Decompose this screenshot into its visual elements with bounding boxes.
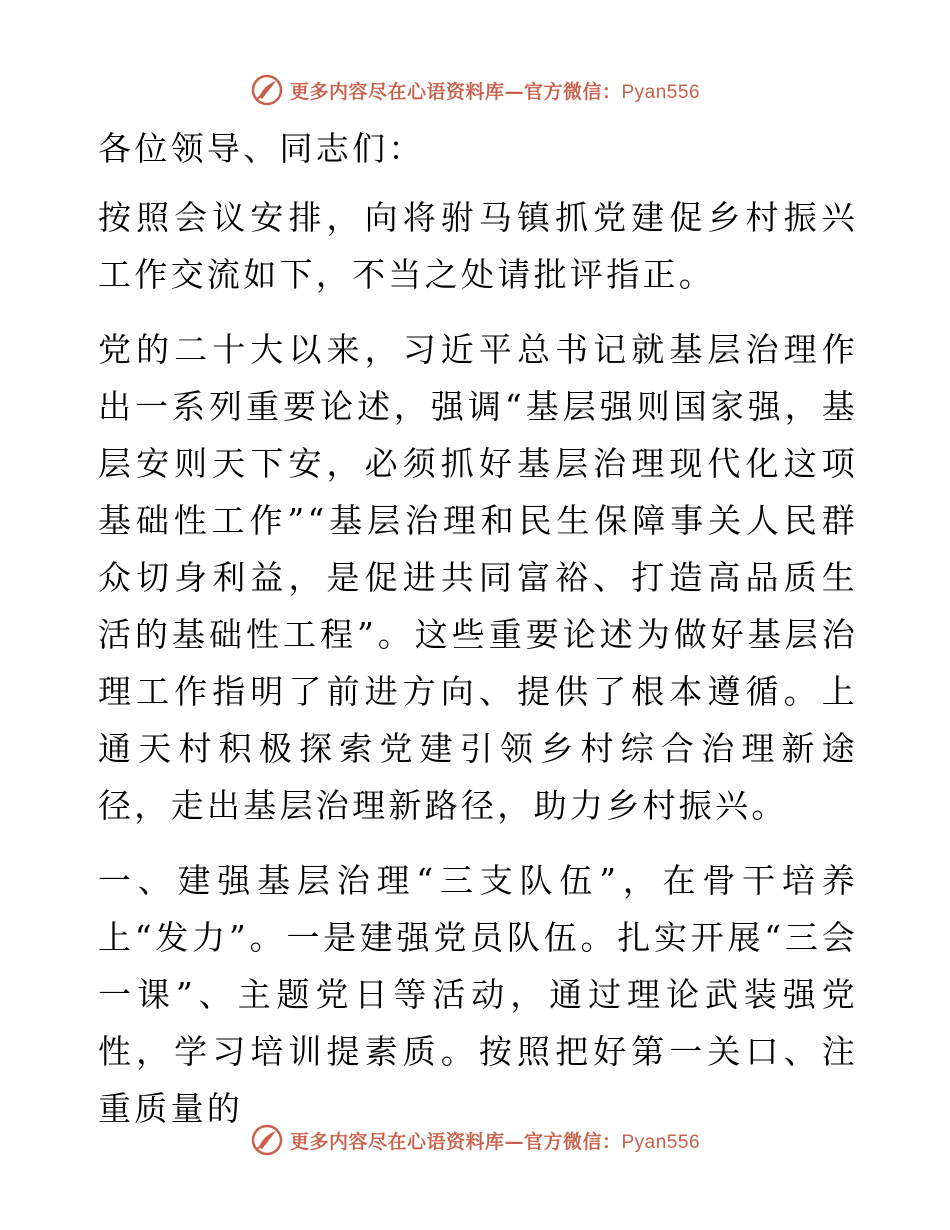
document-body [98,120,858,1137]
header-watermark [0,72,950,108]
greeting: 各位领导、同志们： [98,129,425,168]
watermark-wechat-id: Pyan556 [621,1131,701,1153]
footer-watermark [0,1122,950,1158]
watermark-wechat-id: Pyan556 [621,81,701,103]
watermark-text: 更多内容尽在心语资料库—官方微信：Pyan556 [289,1130,701,1153]
paragraph-2: 党的二十大以来，习近平总书记就基层治理作出一系列重要论述，强调“基层强则国家强，基层安则天下安，必须抓好基层治理现代化这项基础性工作”“基层治理和民生保障事关人民群众切身利益，是促进共同富裕、打造高品质生活的基础性工程”。这些重要论述为做好基层治理工作指明了前进方向、提供了根本遵循。上通天村积极探索党建引领乡村综合治理新途径，走出基层治理新路径，助力乡村振兴。 [98,330,858,825]
paragraph-1: 按照会议安排，向将驸马镇抓党建促乡村振兴工作交流如下，不当之处请批评指正。 [98,198,858,294]
watermark-text: 更多内容尽在心语资料库—官方微信：Pyan556 [289,80,701,103]
pen-logo-icon [250,73,284,107]
paragraph-3: 一、建强基层治理“三支队伍”，在骨干培养上“发力”。一是建强党员队伍。扎实开展“三会一课”、主题党日等活动，通过理论武装强党性，学习培训提素质。按照把好第一关口、注重质量的 [98,861,858,1128]
pen-logo-icon [250,1123,284,1157]
